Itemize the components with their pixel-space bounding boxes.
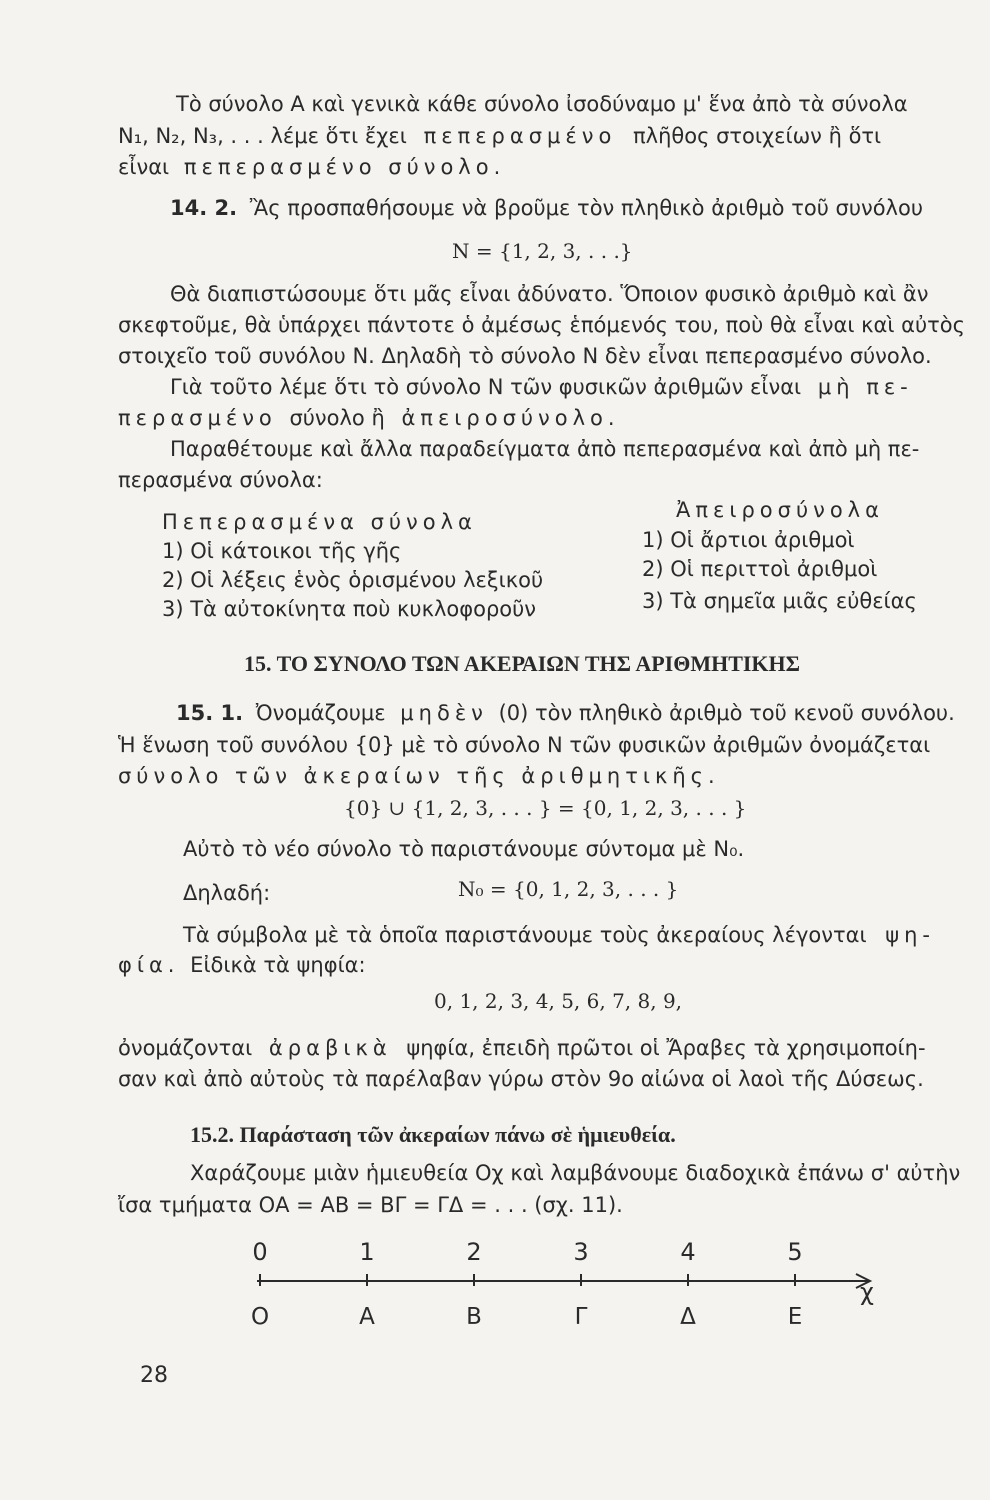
ray-number-label: 2	[466, 1238, 482, 1266]
text-line: Ἡ ἕνωση τοῦ συνόλου {0} μὲ τὸ σύνολο Ν τῶν φυσικῶν ἀριθμῶν ὀνομάζεται	[118, 733, 931, 757]
text-span: Εἰδικὰ τὰ ψηφία:	[190, 953, 366, 977]
text-line: Παραθέτουμε καὶ ἄλλα παραδείγματα ἀπὸ πεπερασμένα καὶ ἀπὸ μὴ πε-	[170, 437, 920, 461]
spaced-term: σύνολο τῶν ἀκεραίων τῆς ἀριθμητικῆς.	[118, 764, 720, 788]
spaced-term: ἀπειροσύνολο.	[401, 406, 620, 430]
text-span: Τὰ σύμβολα μὲ τὰ ὁποῖα παριστάνουμε τοὺς ἀκεραίους λέγονται	[183, 923, 867, 947]
text-span: Ὀνομάζουμε	[255, 701, 386, 725]
finite-example: 2) Οἱ λέξεις ἑνὸς ὁρισμένου λεξικοῦ	[162, 568, 544, 592]
finite-example: 1) Οἱ κάτοικοι τῆς γῆς	[162, 539, 402, 563]
text-line: ἴσα τμήματα ΟΑ = ΑΒ = ΒΓ = ΓΔ = . . . (σχ. 11).	[118, 1193, 623, 1217]
spaced-term: περασμένο	[118, 406, 277, 430]
section-heading-15: 15. ΤΟ ΣΥΝΟΛΟ ΤΩΝ ΑΚΕΡΑΙΩΝ ΤΗΣ ΑΡΙΘΜΗΤΙΚΗΣ	[244, 651, 801, 676]
spaced-term: πεπερασμένο	[423, 124, 617, 148]
section-number: 15. 1.	[176, 701, 244, 725]
text-span: ψηφία, ἐπειδὴ πρῶτοι οἱ Ἄραβες τὰ χρησιμοποίη-	[406, 1036, 926, 1060]
spaced-term: ἀραβικὰ	[268, 1036, 392, 1060]
finite-sets-header: Πεπερασμένα σύνολα	[162, 510, 477, 534]
spaced-term: μὴ πε-	[817, 375, 913, 399]
ray-number-label: 1	[359, 1238, 375, 1266]
spaced-term: πεπερασμένο σύνολο.	[183, 155, 506, 179]
ray-number-label: 3	[573, 1238, 589, 1266]
text-span: Ἂς προσπαθήσουμε νὰ βροῦμε τὸν πληθικὸ ἀριθμὸ τοῦ συνόλου	[249, 196, 923, 220]
text-line: σαν καὶ ἀπὸ αὐτοὺς τὰ παρέλαβαν γύρω στὸν 9ο αἰώνα οἱ λαοὶ τῆς Δύσεως.	[118, 1067, 924, 1091]
text-line: Θὰ διαπιστώσουμε ὅτι μᾶς εἶναι ἀδύνατο. Ὅποιον φυσικὸ ἀριθμὸ καὶ ἂν	[170, 282, 929, 306]
ray-point-label: Β	[466, 1304, 482, 1330]
ray-number-label: 5	[787, 1238, 803, 1266]
text-span: (0) τὸν πληθικὸ ἀριθμὸ τοῦ κενοῦ συνόλου.	[498, 701, 955, 725]
section-heading-15-2: 15.2. Παράσταση τῶν ἀκεραίων πάνω σὲ ἡμιευθεία.	[190, 1122, 676, 1147]
ray-point-label: Α	[359, 1304, 375, 1330]
ray-point-label: Ε	[787, 1304, 803, 1330]
text-line: Αὐτὸ τὸ νέο σύνολο τὸ παριστάνουμε σύντομα μὲ N₀.	[183, 837, 745, 861]
text-span: N₁, N₂, N₃, . . . λέμε ὅτι ἔχει	[118, 124, 407, 148]
ray-point-label: Δ	[680, 1304, 696, 1330]
ray-label-x: χ	[860, 1278, 874, 1306]
text-line: περασμένα σύνολα:	[118, 468, 323, 492]
text-line: Τὸ σύνολο Α καὶ γενικὰ κάθε σύνολο ἰσοδύναμο μ' ἕνα ἀπὸ τὰ σύνολα	[176, 92, 908, 116]
text-line	[176, 700, 955, 726]
infinite-example: 3) Τὰ σημεῖα μιᾶς εὐθείας	[642, 589, 917, 613]
text-line: στοιχεῖο τοῦ συνόλου Ν. Δηλαδὴ τὸ σύνολο Ν δὲν εἶναι πεπερασμένο σύνολο.	[118, 344, 932, 368]
text-line	[118, 154, 505, 180]
text-span: εἶναι	[118, 155, 170, 179]
text-line	[118, 952, 366, 978]
equation-N: N = {1, 2, 3, . . .}	[452, 239, 633, 263]
text-line	[170, 195, 923, 221]
equation-N0: N₀ = {0, 1, 2, 3, . . . }	[458, 877, 679, 901]
ray-number-label: 0	[252, 1238, 268, 1266]
text-line: σκεφτοῦμε, θὰ ὑπάρχει πάντοτε ὁ ἀμέσως ἑπόμενός του, ποὺ θὰ εἶναι καὶ αὐτὸς	[118, 313, 965, 337]
text-span: πλῆθος στοιχείων ἢ ὅτι	[633, 124, 882, 148]
spaced-term: μηδὲν	[400, 701, 488, 725]
text-line	[118, 1035, 926, 1061]
text-line: Δηλαδή:	[183, 881, 271, 905]
spaced-term: ψη-	[885, 923, 936, 947]
finite-example: 3) Τὰ αὐτοκίνητα ποὺ κυκλοφοροῦν	[162, 597, 537, 621]
text-span: Γιὰ τοῦτο λέμε ὅτι τὸ σύνολο Ν τῶν φυσικῶν ἀριθμῶν εἶναι	[170, 375, 802, 399]
text-line	[118, 123, 881, 149]
number-ray-figure	[240, 1232, 890, 1342]
infinite-example: 1) Οἱ ἄρτιοι ἀριθμοὶ	[642, 528, 855, 552]
ray-number-label: 4	[680, 1238, 696, 1266]
spaced-term: φία.	[118, 953, 180, 977]
infinite-example: 2) Οἱ περιττοὶ ἀριθμοὶ	[642, 557, 878, 581]
text-span: σύνολο ἢ	[289, 406, 385, 430]
page-number: 28	[140, 1363, 168, 1388]
text-line	[118, 405, 620, 431]
equation-union: {0} ∪ {1, 2, 3, . . . } = {0, 1, 2, 3, . . . }	[344, 796, 747, 820]
section-number: 14. 2.	[170, 196, 238, 220]
infinite-sets-header: Ἀπειροσύνολα	[676, 498, 884, 522]
ray-point-label: Γ	[574, 1304, 588, 1330]
text-line	[170, 374, 913, 400]
text-line: Χαράζουμε μιὰν ἡμιευθεία Οχ καὶ λαμβάνουμε διαδοχικὰ ἐπάνω σ' αὐτὴν	[190, 1161, 961, 1185]
text-line	[183, 922, 935, 948]
digits-list: 0, 1, 2, 3, 4, 5, 6, 7, 8, 9,	[434, 989, 683, 1013]
ray-point-label: Ο	[250, 1304, 270, 1330]
text-span: ὀνομάζονται	[118, 1036, 253, 1060]
